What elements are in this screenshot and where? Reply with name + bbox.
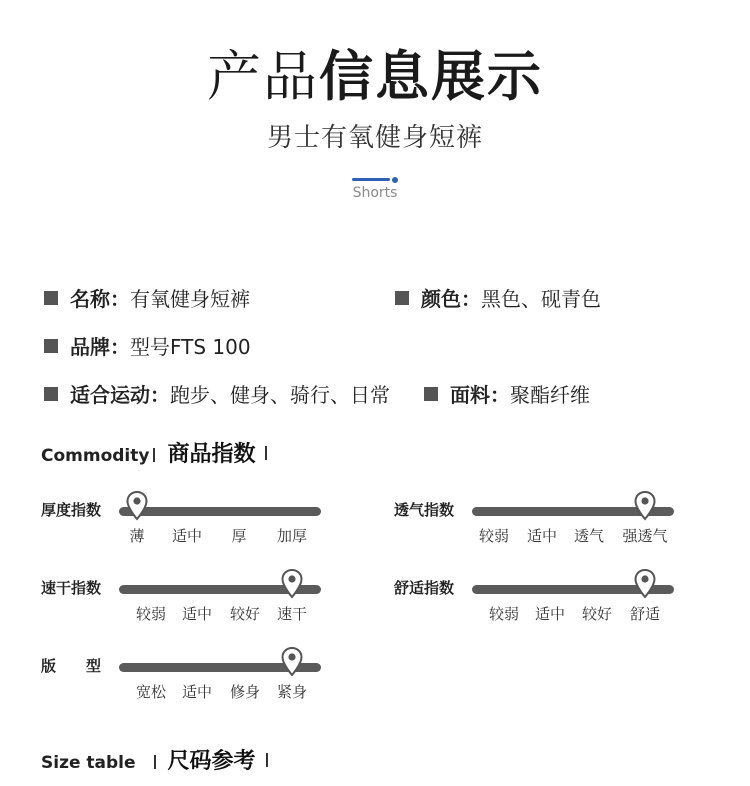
index-level: 强透气: [622, 527, 668, 545]
location-pin-icon: [633, 490, 657, 522]
commodity-en: Commodity: [41, 446, 150, 466]
index-level: 宽松: [135, 683, 167, 701]
size-table-en: Size table: [41, 753, 136, 773]
info-color-key: 颜色：: [421, 287, 481, 311]
index-level: 较弱: [488, 605, 520, 623]
accent-dot: [392, 177, 398, 183]
location-pin-icon: [633, 568, 657, 600]
divider-bar: [265, 446, 267, 460]
index-level: 薄: [129, 527, 145, 545]
index-label: 舒适指数: [394, 579, 455, 597]
square-bullet-icon: [44, 291, 58, 305]
info-brand-key: 品牌：: [70, 335, 130, 359]
info-name-key: 名称：: [70, 287, 130, 311]
title-light: 产品: [207, 45, 319, 108]
info-color-value: 黑色、砚青色: [481, 287, 601, 311]
index-level: 适中: [526, 527, 558, 545]
square-bullet-icon: [44, 387, 58, 401]
commodity-heading: [41, 437, 267, 468]
size-table-heading: [41, 744, 268, 775]
location-pin-icon: [280, 646, 304, 678]
index-level: 较好: [581, 605, 613, 623]
index-level: 厚: [231, 527, 247, 545]
index-level: 较好: [229, 605, 261, 623]
index-level: 加厚: [276, 527, 308, 545]
info-sport-value: 跑步、健身、骑行、日常: [170, 383, 390, 407]
index-level: 适中: [181, 605, 213, 623]
shorts-label: Shorts: [352, 185, 398, 201]
divider-bar: [153, 448, 155, 462]
info-brand: [44, 331, 251, 360]
index-track: [119, 507, 321, 516]
square-bullet-icon: [424, 387, 438, 401]
index-level: 紧身: [276, 683, 308, 701]
square-bullet-icon: [44, 339, 58, 353]
page-title: [0, 34, 750, 111]
index-label: 版 型: [41, 657, 102, 675]
info-color: [395, 283, 601, 312]
accent-line: [352, 178, 390, 181]
info-sport: [44, 379, 390, 408]
info-name: [44, 283, 250, 312]
index-label: 速干指数: [41, 579, 102, 597]
size-table-cn: 尺码参考: [167, 749, 256, 774]
index-level: 透气: [573, 527, 605, 545]
index-level: 适中: [181, 683, 213, 701]
divider-bar: [266, 753, 268, 767]
info-brand-value: 型号FTS 100: [130, 335, 251, 359]
commodity-cn: 商品指数: [167, 442, 256, 467]
info-name-value: 有氧健身短裤: [130, 287, 250, 311]
title-bold: 信息展示: [319, 45, 543, 108]
index-label: 透气指数: [394, 501, 455, 519]
index-level: 适中: [171, 527, 203, 545]
index-level: 速干: [276, 605, 308, 623]
index-level: 较弱: [135, 605, 167, 623]
index-level: 修身: [229, 683, 261, 701]
square-bullet-icon: [395, 291, 409, 305]
index-level: 适中: [534, 605, 566, 623]
index-label: 厚度指数: [41, 501, 102, 519]
info-fabric-value: 聚酯纤维: [510, 383, 590, 407]
location-pin-icon: [280, 568, 304, 600]
product-subtitle: 男士有氧健身短裤: [266, 123, 483, 153]
info-sport-key: 适合运动：: [70, 383, 170, 407]
info-fabric-key: 面料：: [450, 383, 510, 407]
index-level: 较弱: [478, 527, 510, 545]
divider-bar: [154, 755, 156, 769]
location-pin-icon: [125, 490, 149, 522]
index-level: 舒适: [629, 605, 661, 623]
info-fabric: [424, 379, 590, 408]
